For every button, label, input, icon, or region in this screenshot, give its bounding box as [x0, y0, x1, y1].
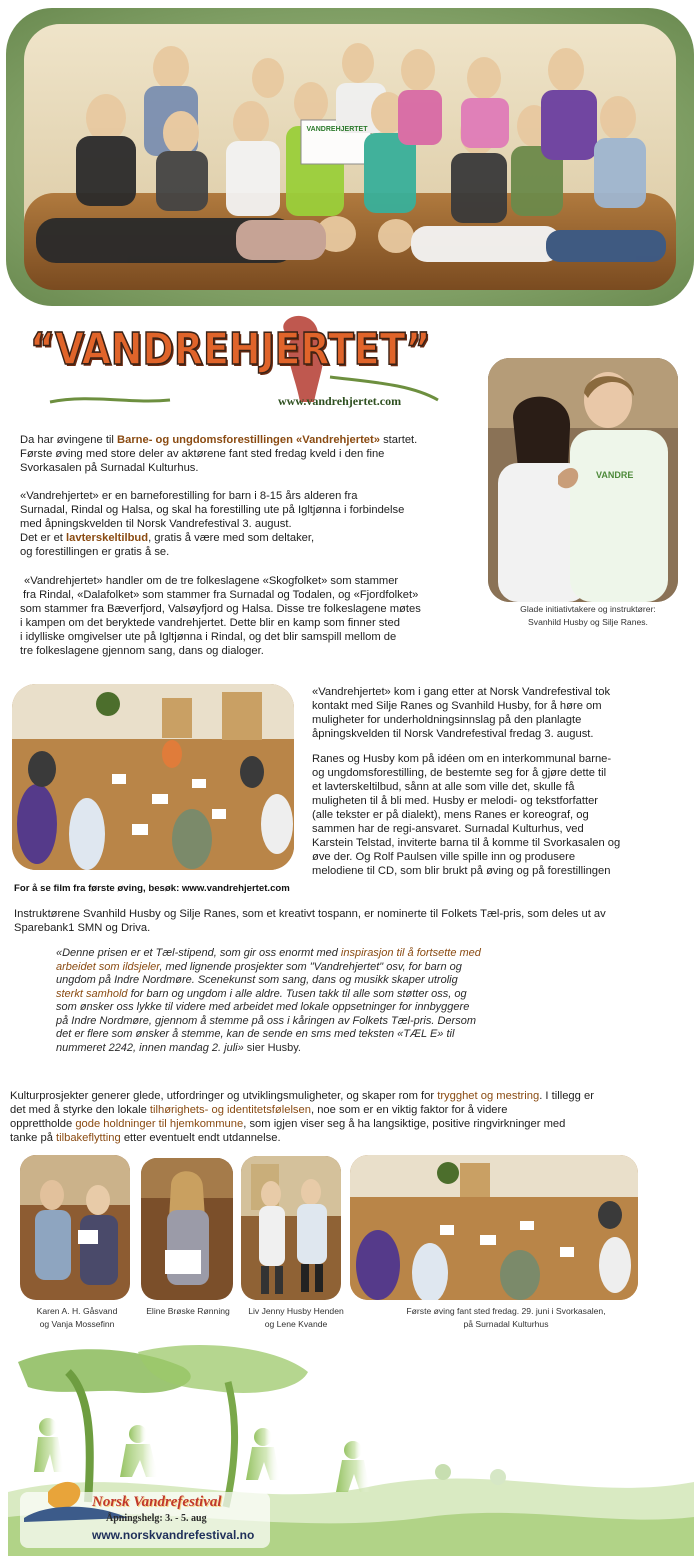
- intro-paragraph-3: «Vandrehjertet» handler om de tre folkeslagene «Skogfolket» som stammer fra Rindal, «Dalafolket» som stammer fra Surnadal og Todalen, og «Fjordfolket» som stammer fra Bæverfjord, Valsøyfjord og Halsa. Disse tre folkeslagene møtes i kampen om det beryktede vandrehjertet. Dette blir en kamp som finner sted i idylliske omgivelser ute på Igltjønna i Rindal, og det blir samspill mellom de tre folkeslagene gjennom sang, dans og dialoger.: [20, 575, 421, 657]
- story-paragraph-2: Ranes og Husby kom på idéen om en interkommunal barne- og ungdomsforestilling, de bestemte seg for å gjøre dette til et lavterskeltilbud, sånn at alle som ville det, skulle få muligheten til å bli med. Husby er melodi- og tekstforfatter (alle tekster er på dialekt), mens Ranes er koreograf, og sammen har de regi-ansvaret. Surnadal Kulturhus, ved Karstein Telstad, inviterte barna til å komme til Svorkasalen og øve der. Og Rolf Paulsen ville spille inn og produsere melodiene til CD, som blir brukt på øving og på forestillingen: [312, 753, 621, 877]
- intro-paragraph-2: «Vandrehjertet» er en barneforestilling for barn i 8-15 års alderen fra Surnadal, Rindal og Halsa, og skal ha forestilling ute på Igltjønna i forbindelse med åpningskvelden til Norsk Vandrefestival 3. august. Det er et lavterskeltilbud, gratis å være med som deltaker, og forestillingen er gratis å se.: [20, 490, 405, 558]
- caption-line: og Lene Kvande: [264, 1319, 328, 1329]
- instructors-caption: [488, 603, 688, 629]
- intro-paragraph-1: Da har øvingene til Barne- og ungdomsforestillingen «Vandrehjertet» startet. Første øving med store deler av aktørene fant sted fredag kveld i den fine Svorkasalen på Surnadal Kulturhus.: [20, 434, 418, 474]
- story-paragraph-1: «Vandrehjertet» kom i gang etter at Norsk Vandrefestival tok kontakt med Silje Ranes og Svanhild Husby, for å høre om muligheter for underholdningsinnslag på den planlagte åpningskvelden til Norsk Vandrefestival fredag 3. august.: [312, 686, 611, 740]
- vandrehjertet-logo: [30, 312, 440, 412]
- caption-line: Liv Jenny Husby Henden: [248, 1306, 344, 1316]
- festival-name: Norsk Vandrefestival: [92, 1494, 222, 1510]
- festival-url[interactable]: www.norskvandrefestival.no: [92, 1528, 255, 1542]
- closing-highlight: tilhørighets- og identitetsfølelsen: [149, 1104, 311, 1116]
- gallery-caption-2: [134, 1305, 242, 1318]
- caption-line: Eline Brøske Rønning: [146, 1306, 230, 1316]
- closing-paragraph: Kulturprosjekter generer glede, utfordringer og utviklingsmuligheter, og skaper rom for trygghet og mestring. I tillegg er det med å styrke den lokale tilhørighets- og identitetsfølelsen, noe som er en viktig faktor for å videre opprettholde gode holdninger til hjemkommune, som igjen viser seg å ha langsiktige, positive ringvirkninger med tanke på tilbakeflytting etter eventuelt endt utdannelse.: [10, 1090, 594, 1144]
- rehearsal-photo: [12, 684, 294, 870]
- logo-title: “VANDREHJERTET”: [30, 324, 431, 375]
- film-link[interactable]: For å se film fra første øving, besøk: www.vandrehjertet.com: [14, 883, 290, 894]
- gallery-caption-4: [380, 1305, 632, 1331]
- gallery-caption-1: [14, 1305, 140, 1331]
- logo-url: www.vandrehjertet.com: [278, 394, 402, 408]
- nominee-paragraph: Instruktørene Svanhild Husby og Silje Ranes, som et kreativt tospann, er nominerte til Folkets Tæl-pris, som deles ut av Sparebank1 SMN og Driva.: [14, 908, 606, 934]
- quote-highlight: inspirasjon til å fortsette med: [340, 947, 481, 959]
- closing-highlight: trygghet og mestring: [437, 1090, 540, 1102]
- gallery-photo-2: [141, 1158, 233, 1300]
- photo-sign: VANDREHJERTET: [306, 126, 368, 133]
- quote-highlight: sterkt samhold: [56, 987, 128, 1000]
- top-group-photo: [6, 8, 694, 306]
- gallery-photo-1: [20, 1155, 130, 1300]
- caption-line: Glade initiativtakere og instruktører:: [520, 604, 656, 614]
- closing-highlight: gode holdninger til hjemkommune: [75, 1118, 244, 1130]
- lavterskel-highlight: lavterskeltilbud: [66, 532, 149, 544]
- caption-line: på Surnadal Kulturhus: [463, 1319, 549, 1329]
- quote-highlight: arbeidet som ildsjeler: [56, 960, 160, 973]
- gallery-caption-3: [240, 1305, 352, 1331]
- caption-line: og Vanja Mossefinn: [39, 1319, 115, 1329]
- caption-line: Karen A. H. Gåsvand: [36, 1306, 118, 1316]
- gallery-photo-3: [241, 1156, 341, 1300]
- festival-banner: [8, 1342, 694, 1556]
- show-title-highlight: Barne- og ungdomsforestillingen «Vandrehjertet»: [117, 434, 380, 446]
- svg-text:VANDRE: VANDRE: [596, 470, 634, 480]
- husby-quote: «Denne prisen er et Tæl-stipend, som gir oss enormt med inspirasjon til å fortsette med arbeidet som ildsjeler, med lignende prosjekter som "Vandrehjertet" osv, for barn og ungdom på Indre Nordmøre. Scenekunst som sang, dans og musikk skaper utrolig sterkt samhold for barn og ungdom i alle aldre. Tusen takk til alle som støtter oss, og som ønsker oss lykke til videre med arbeidet med lokale oppsetninger for innbyggere på Indre Nordmøre, gjennom å stemme på oss i kåringen av Folkets Tæl-pris. Dersom det er flere som ønsker å stemme, kan de sende en sms med teksten «TÆL E» til nummeret 2242, innen mandag 2. juli» sier Husby.: [56, 947, 481, 1054]
- caption-line: Svanhild Husby og Silje Ranes.: [528, 617, 648, 627]
- gallery-photo-4: [350, 1155, 638, 1300]
- instructors-photo: [488, 358, 678, 602]
- caption-line: Første øving fant sted fredag. 29. juni i Svorkasalen,: [406, 1306, 606, 1316]
- festival-dates: Åpningshelg: 3. - 5. aug: [106, 1513, 207, 1524]
- closing-highlight: tilbakeflytting: [56, 1132, 121, 1144]
